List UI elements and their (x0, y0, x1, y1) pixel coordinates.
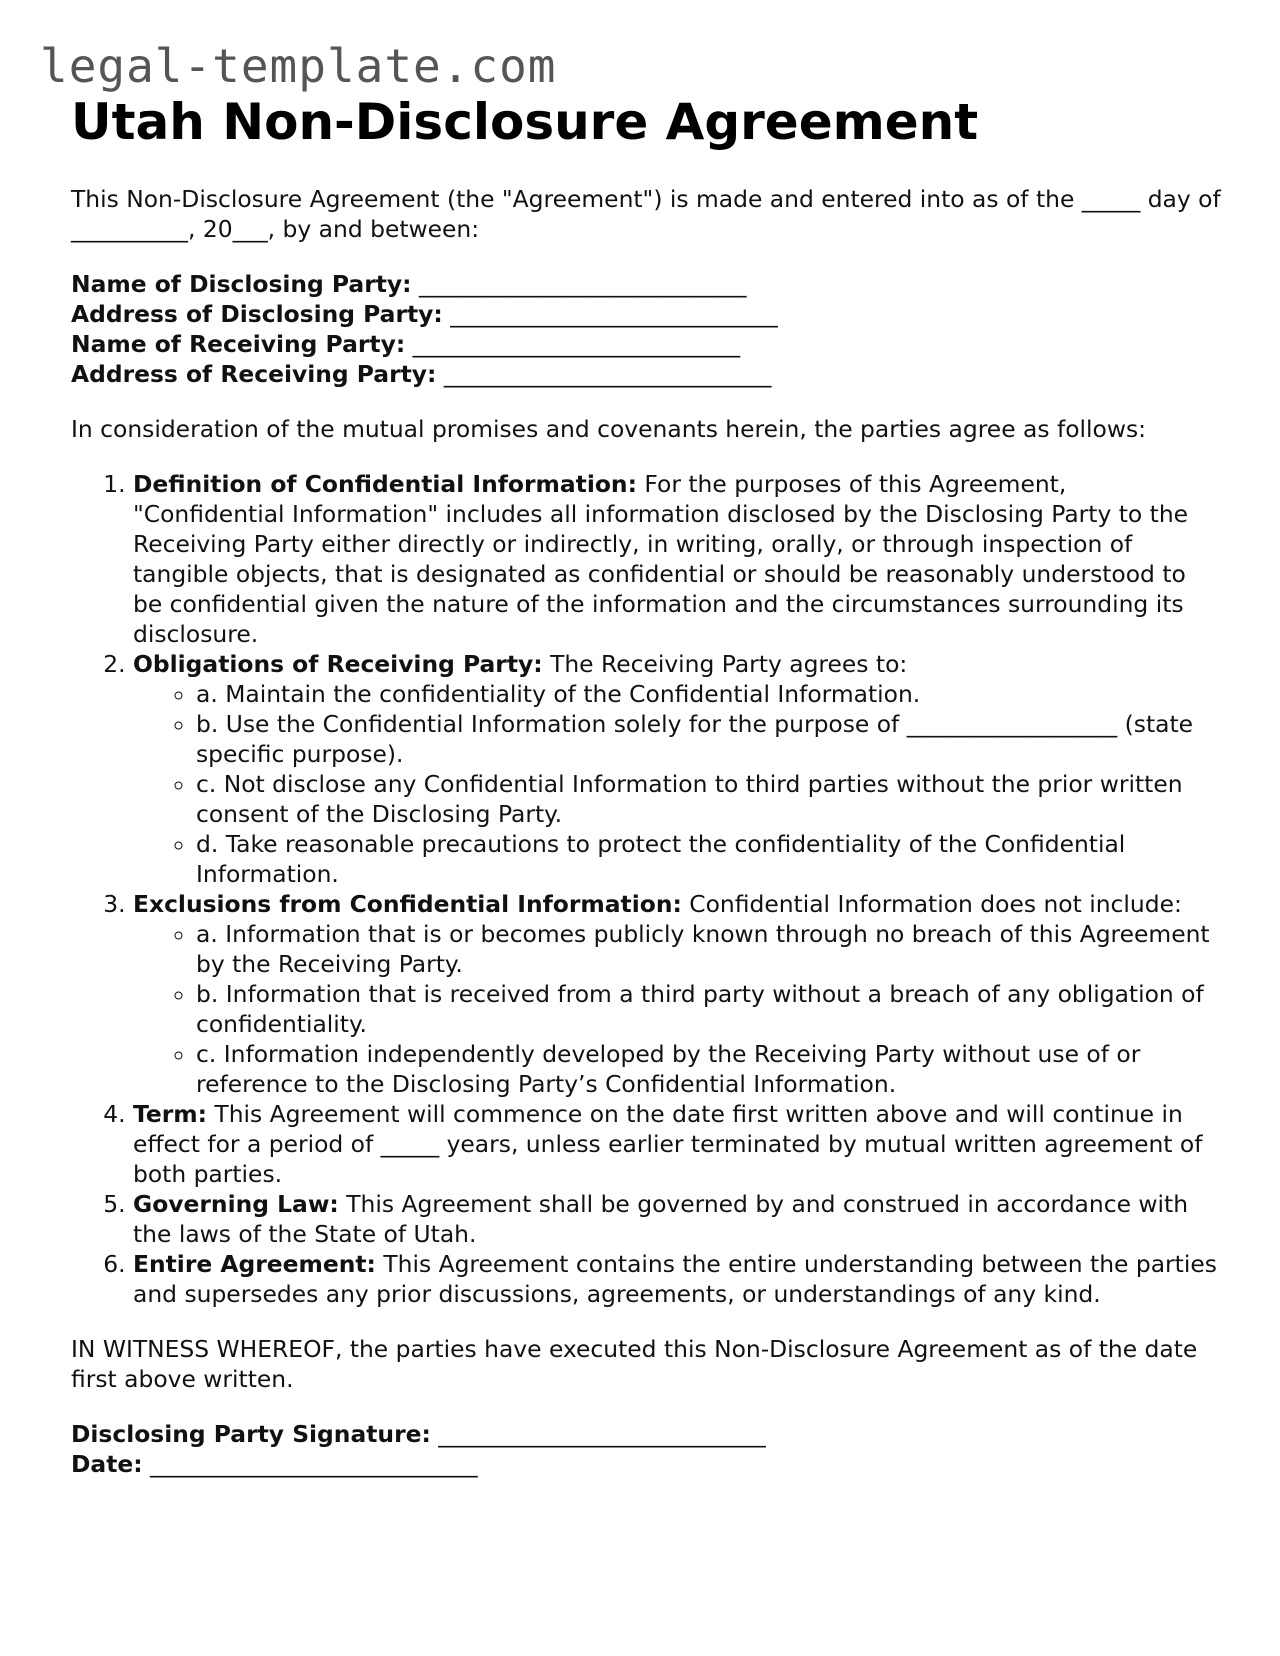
field-disclosing-name (71, 269, 1221, 299)
clause-heading: Entire Agreement: (133, 1250, 376, 1278)
field-label: Disclosing Party Signature: (71, 1420, 431, 1448)
field-date (71, 1449, 1221, 1479)
list-item: ◦ d. Take reasonable precautions to protect the confidentiality of the Confidential Information. (196, 829, 1221, 889)
field-receiving-address (71, 359, 1221, 389)
document-page (71, 90, 1221, 1479)
field-label: Address of Receiving Party: (71, 360, 437, 388)
document-title: Utah Non-Disclosure Agreement (71, 93, 979, 151)
clause-obligations (133, 649, 1221, 889)
clause-text: This Agreement shall be governed by and construed in accordance with the laws of the State of Utah. (133, 1190, 1189, 1248)
field-signature (71, 1419, 1221, 1449)
list-item: ◦ b. Information that is received from a third party without a breach of any obligation of confidentiality. (196, 979, 1221, 1039)
field-blank: ____________________________ (450, 300, 778, 328)
field-disclosing-address (71, 299, 1221, 329)
field-label: Date: (71, 1450, 143, 1478)
obligations-subitems (133, 679, 1221, 889)
field-blank: ____________________________ (150, 1450, 478, 1478)
exclusions-subitems (133, 919, 1221, 1099)
list-item: ◦ b. Use the Confidential Information solely for the purpose of __________________ (state specific purpose). (196, 709, 1221, 769)
clause-text: The Receiving Party agrees to: (550, 650, 908, 678)
clause-text: Confidential Information does not include: (689, 890, 1182, 918)
clause-term (133, 1099, 1221, 1189)
consideration-paragraph: In consideration of the mutual promises and covenants herein, the parties agree as follows: (71, 415, 1147, 443)
clause-heading: Definition of Confidential Information: (133, 470, 637, 498)
list-item: ◦ a. Maintain the confidentiality of the Confidential Information. (196, 679, 1221, 709)
clause-exclusions (133, 889, 1221, 1099)
clause-heading: Governing Law: (133, 1190, 339, 1218)
clause-text: This Agreement will commence on the date first written above and will continue in effect for a period of _____ years, unless earlier terminated by mutual written agreement of both parties. (133, 1100, 1203, 1188)
clause-governing-law (133, 1189, 1221, 1249)
field-label: Address of Disclosing Party: (71, 300, 443, 328)
field-label: Name of Receiving Party: (71, 330, 406, 358)
clause-list (71, 469, 1221, 1309)
witness-paragraph: IN WITNESS WHEREOF, the parties have executed this Non-Disclosure Agreement as of the date first above written. (71, 1335, 1198, 1393)
list-item: ◦ c. Information independently developed by the Receiving Party without use of or reference to the Disclosing Party’s Confidential Information. (196, 1039, 1221, 1099)
field-receiving-name (71, 329, 1221, 359)
clause-heading: Exclusions from Confidential Information: (133, 890, 682, 918)
watermark: legal-template.com (40, 39, 557, 93)
list-item: ◦ a. Information that is or becomes publicly known through no breach of this Agreement by the Receiving Party. (196, 919, 1221, 979)
field-blank: ____________________________ (418, 270, 747, 298)
clause-entire-agreement (133, 1249, 1221, 1309)
field-blank: ____________________________ (443, 360, 772, 388)
clause-definition (133, 469, 1221, 649)
field-label: Name of Disclosing Party: (71, 270, 412, 298)
clause-text: For the purposes of this Agreement, "Confidential Information" includes all information disclosed by the Disclosing Party to the Receiving Party either directly or indirectly, in writing, orally, or through inspection of tangible objects, that is designated as confidential or should be reasonably understood to be confidential given the nature of the information and the circumstances surrounding its disclosure. (133, 470, 1189, 648)
clause-heading: Obligations of Receiving Party: (133, 650, 543, 678)
signature-block (71, 1419, 1221, 1479)
clause-heading: Term: (133, 1100, 207, 1128)
party-fields (71, 269, 1221, 389)
list-item: ◦ c. Not disclose any Confidential Information to third parties without the prior written consent of the Disclosing Party. (196, 769, 1221, 829)
field-blank: ____________________________ (438, 1420, 766, 1448)
intro-paragraph: This Non-Disclosure Agreement (the "Agreement") is made and entered into as of the _____ day of __________, 20___, by and between: (71, 185, 1221, 243)
clause-text: This Agreement contains the entire understanding between the parties and supersedes any prior discussions, agreements, or understandings of any kind. (133, 1250, 1217, 1308)
field-blank: ____________________________ (412, 330, 741, 358)
